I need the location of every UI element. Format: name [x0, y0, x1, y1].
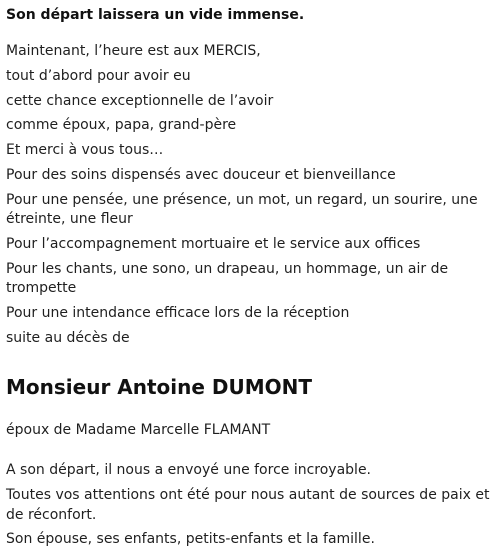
- thanks-line: Pour une intendance efficace lors de la réception: [6, 305, 350, 322]
- thanks-line: cette chance exceptionnelle de l’avoir: [6, 92, 274, 109]
- deceased-name: Monsieur Antoine DUMONT: [6, 374, 313, 399]
- thanks-line: Pour une pensée, une présence, un mot, un regard, un sourire, une étreinte, une fleur: [6, 191, 478, 228]
- closing-line: Toutes vos attentions ont été pour nous autant de sources de paix et de réconfort.: [6, 486, 490, 523]
- thanks-line: suite au décès de: [6, 330, 130, 346]
- thanks-line: tout d’abord pour avoir eu: [6, 67, 191, 84]
- closing-line: Son épouse, ses enfants, petits-enfants et la famille.: [6, 531, 375, 548]
- thanks-line: Maintenant, l’heure est aux MERCIS,: [6, 43, 261, 59]
- thanks-line: comme époux, papa, grand-père: [6, 117, 237, 134]
- closing-line: A son départ, il nous a envoyé une force incroyable.: [6, 462, 372, 479]
- thanks-line: Et merci à vous tous…: [6, 142, 164, 159]
- thanks-line: Pour les chants, une sono, un drapeau, un hommage, un air de trompette: [6, 260, 449, 297]
- thanks-line: Pour l’accompagnement mortuaire et le service aux offices: [6, 236, 421, 253]
- thanks-line: Pour des soins dispensés avec douceur et bienveillance: [6, 166, 396, 183]
- notice-headline: Son départ laissera un vide immense.: [6, 7, 305, 23]
- spouse-line: époux de Madame Marcelle FLAMANT: [6, 421, 271, 438]
